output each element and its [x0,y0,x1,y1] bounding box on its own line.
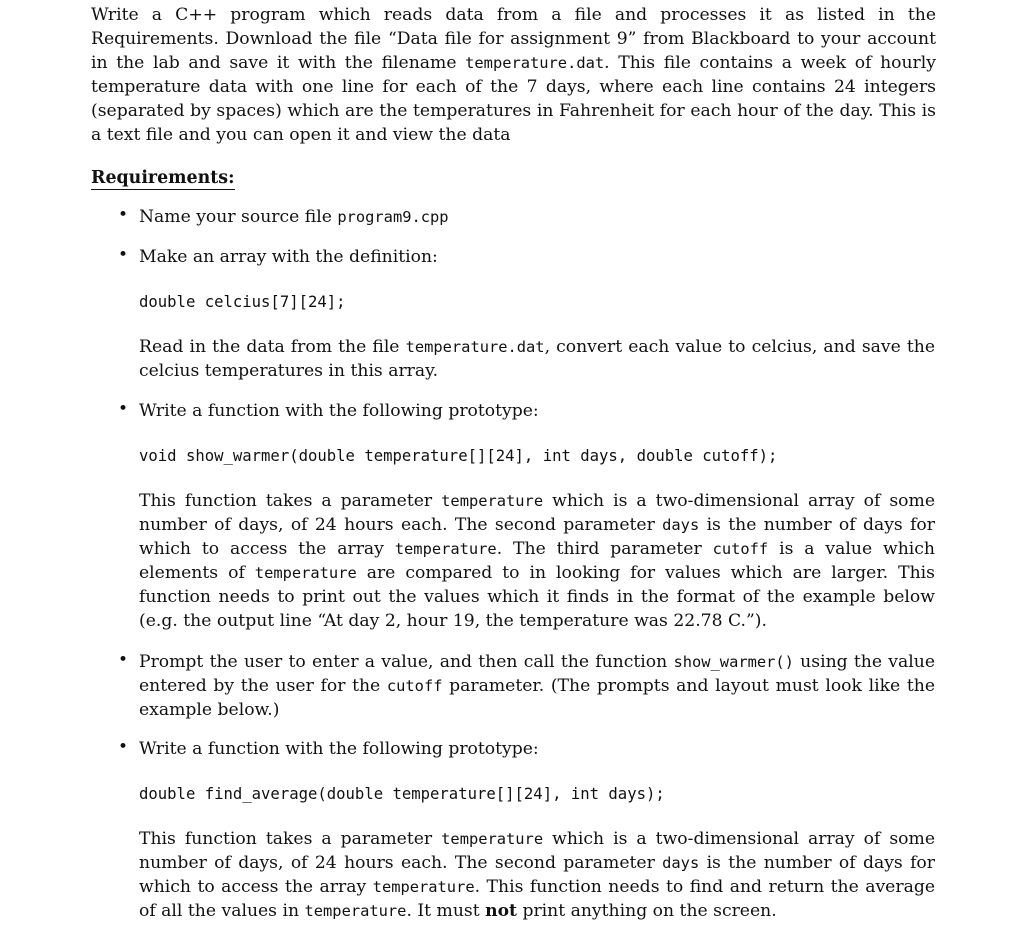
prompt-description: Prompt the user to enter a value, and then call the function show_warmer() using the value entered by the user for the cutoff parameter. (The prompts and layout must look like the example below.) [139,652,935,721]
data-filename: temperature.dat [465,54,605,73]
intro-text-continued: . This file contains a week of hourly temperature data with one line for each of the 7 days, where each line contains 24 integers (separated by spaces) which are the temperatures in Fahrenheit for each hour of the day. This is a text file and you can open it and view the data [91,53,936,146]
emphasis-not: not [485,901,517,922]
requirement-text: Write a function with the following prototype: [139,401,539,421]
requirements-heading: Requirements: [91,168,235,188]
bullet-icon: • [118,245,129,265]
show-warmer-description: This function takes a parameter temperature which is a two-dimensional array of some number of days, of 24 hours each. The second parameter days is the number of days for which to access the array temperature. The third parameter cutoff is a value which elements of temperature are compared to in looking for values which are larger. This function needs to print out the values which it finds in the format of the example below (e.g. the output line “At day 2, hour 19, the temperature was 22.78 C.”). [139,491,935,632]
intro-paragraph [91,3,936,148]
find-average-prototype-code: double find_average(double temperature[][24], int days); [139,785,665,803]
requirement-text: Make an array with the definition: [139,247,438,267]
bullet-icon: • [118,737,129,757]
requirement-text: Write a function with the following prototype: [139,739,539,759]
show-warmer-prototype-code: void show_warmer(double temperature[][24], int days, double cutoff); [139,447,778,465]
array-definition-code: double celcius[7][24]; [139,293,346,311]
bullet-icon: • [118,399,129,419]
find-average-description: This function takes a parameter temperature which is a two-dimensional array of some number of days, of 24 hours each. The second parameter days is the number of days for which to access the array temperature. This function needs to find and return the average of all the values in temperature. It must not print anything on the screen. [139,829,935,922]
requirement-text: Name your source file program9.cpp [139,207,449,227]
bullet-icon: • [118,205,129,225]
array-description: Read in the data from the file temperature.dat, convert each value to celcius, and save the celcius temperatures in this array. [139,337,936,382]
bullet-icon: • [118,650,129,670]
source-filename: program9.cpp [337,208,449,226]
intro-text: Write a C++ program which reads data from a file and processes it as listed in the Requirements. Download the file “Data file for assignment 9” from Blackboard to your account in the lab and save it with the filename [91,5,936,74]
